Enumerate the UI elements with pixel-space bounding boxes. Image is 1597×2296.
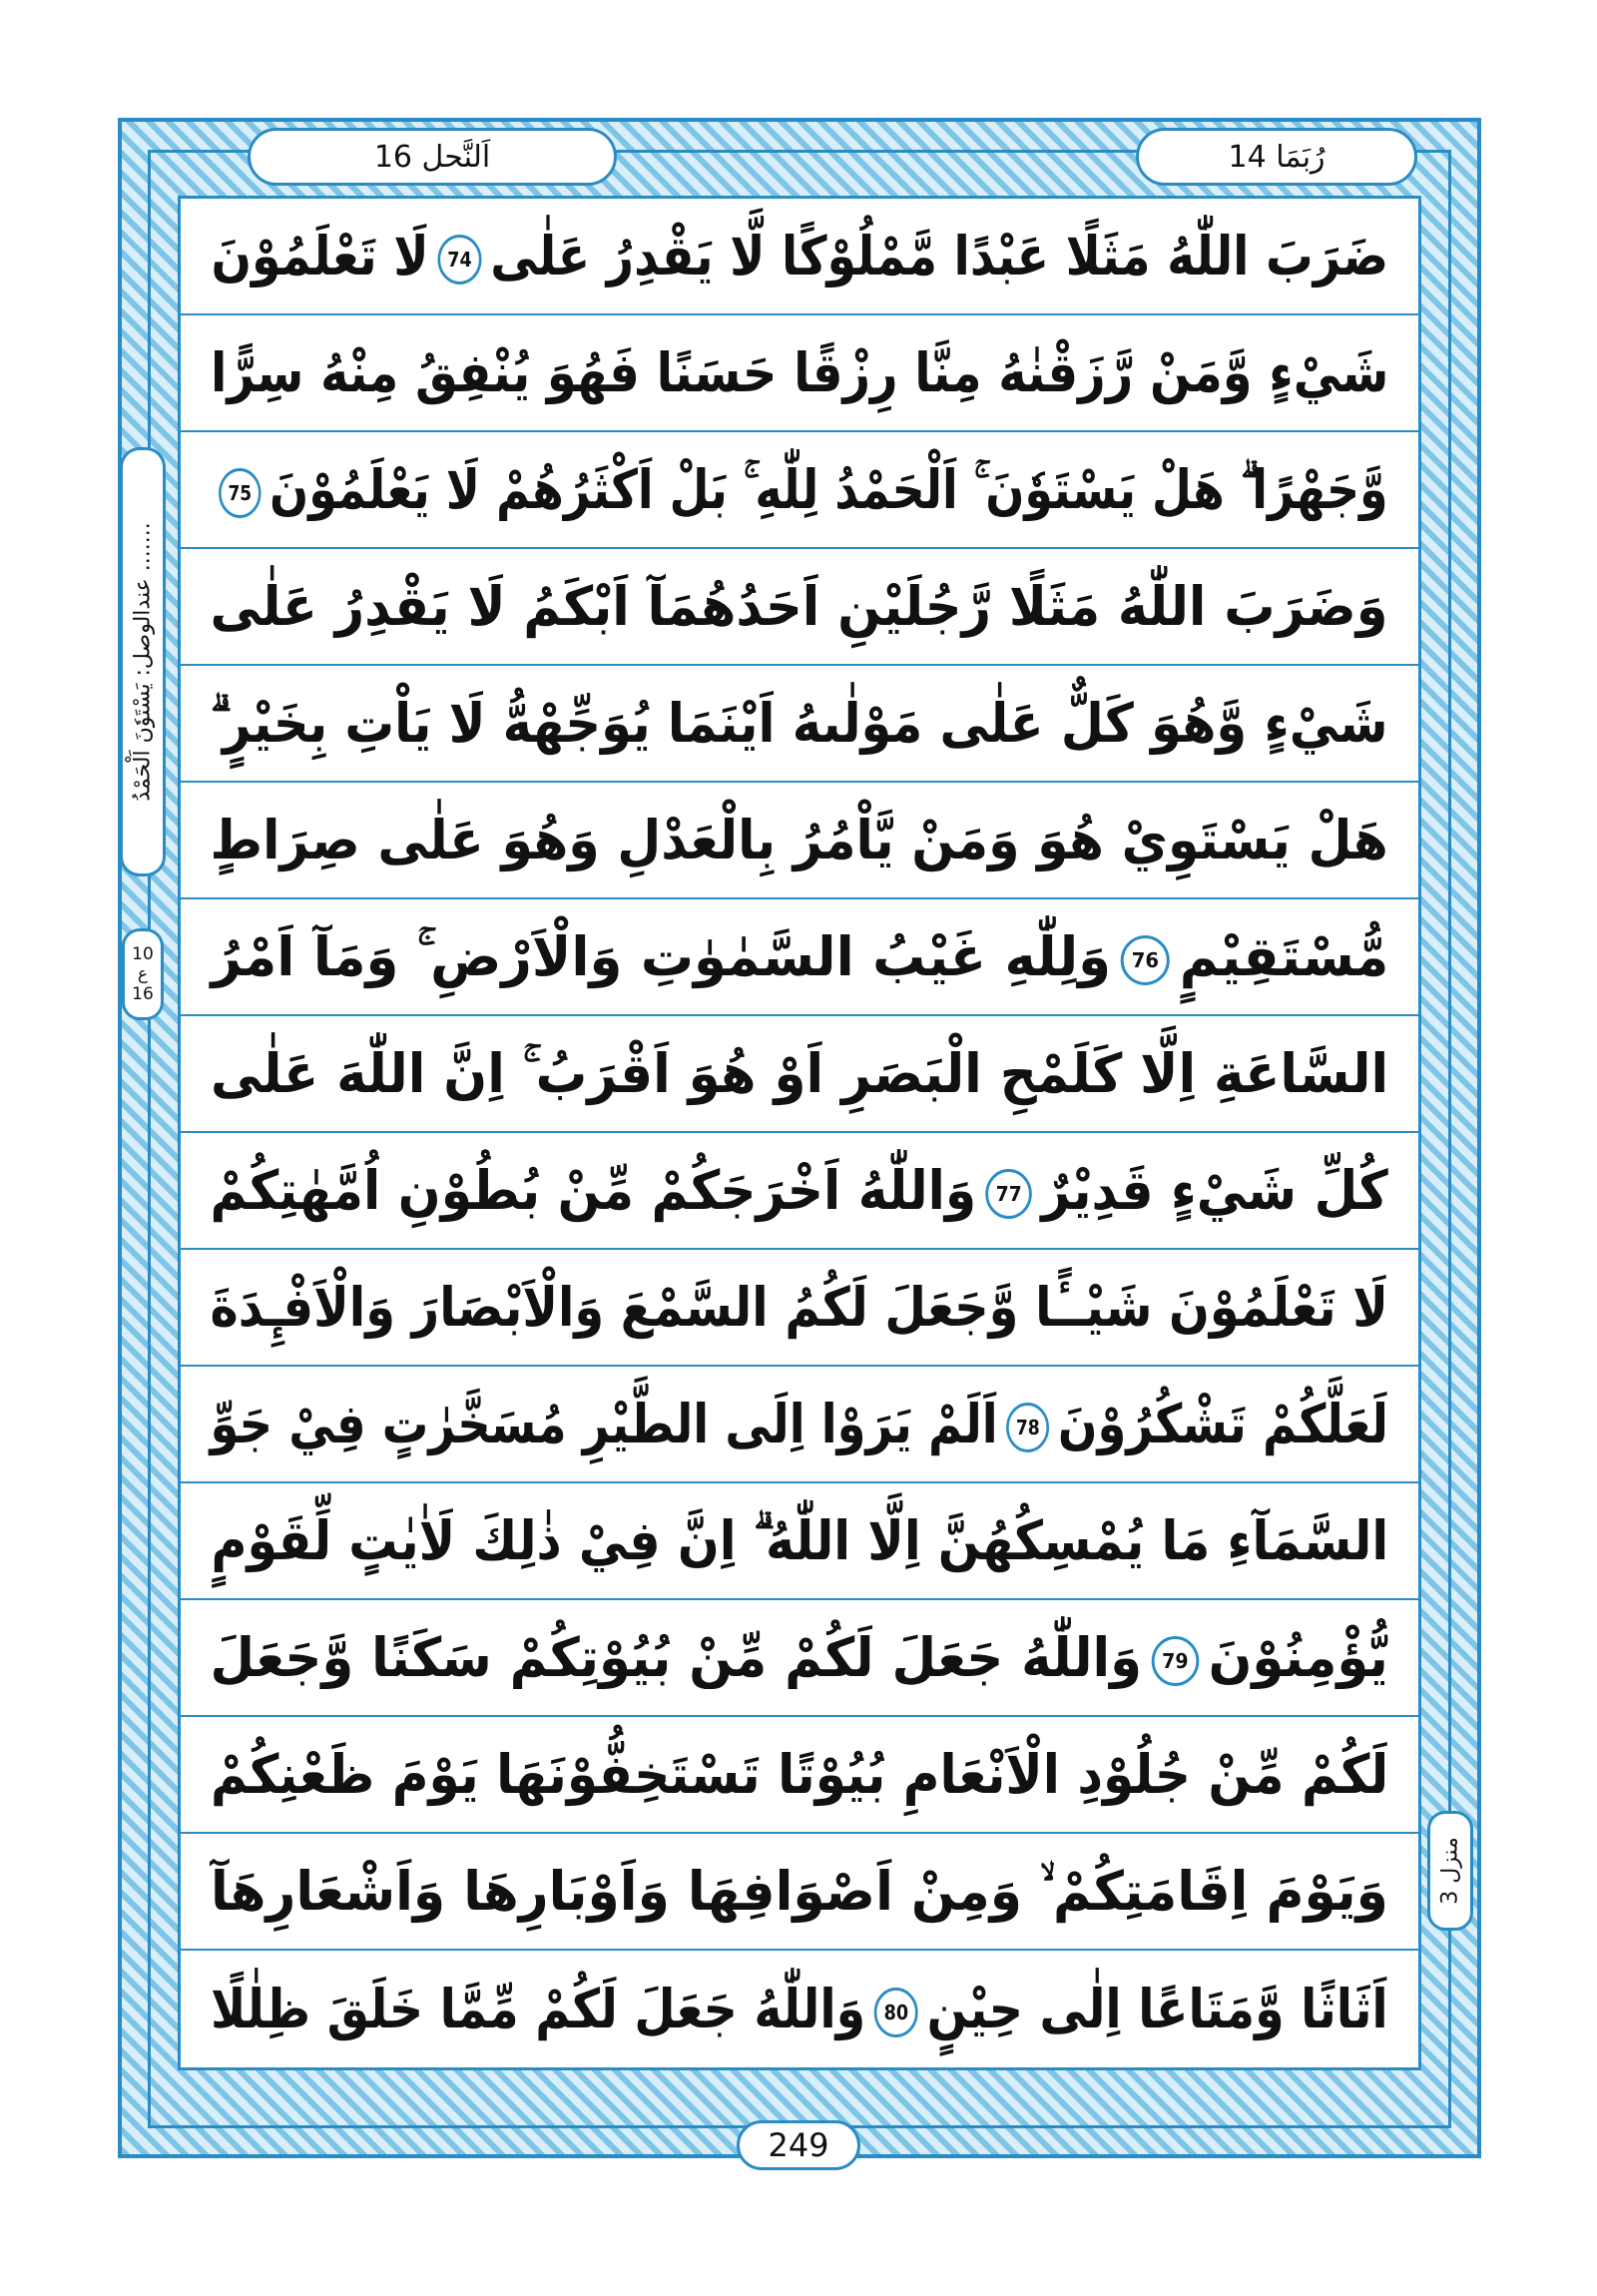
text-line xyxy=(181,1016,1418,1133)
manzil-text: منزل 3 xyxy=(1437,1837,1463,1905)
ayah-number-marker: 76 xyxy=(1120,935,1169,985)
line-content xyxy=(211,458,1388,522)
text-line xyxy=(181,199,1418,315)
ayah-number-marker: 77 xyxy=(986,1169,1033,1219)
page-number-text: 249 xyxy=(768,2126,829,2164)
line-content xyxy=(211,1042,1388,1106)
text-line xyxy=(181,1250,1418,1367)
waqf-margin-note xyxy=(120,447,166,876)
surah-name: اَلنَّحل 16 xyxy=(373,139,491,175)
text-line xyxy=(181,666,1418,783)
verse-text: شَيْءٍ وَّمَنْ رَّزَقْنٰهُ مِنَّا رِزْقًا حَسَنًا فَهُوَ يُنْفِقُ مِنْهُ سِرًّا xyxy=(210,341,1389,404)
ayah-number-marker: 79 xyxy=(1152,1636,1200,1686)
line-content xyxy=(211,1743,1388,1806)
line-content xyxy=(211,809,1388,871)
verse-text: ضَرَبَ اللّٰهُ مَثَلًا عَبْدًا مَّمْلُوْكًا لَّا يَقْدِرُ عَلٰى xyxy=(489,225,1388,287)
text-line xyxy=(181,315,1418,432)
text-line xyxy=(181,1483,1418,1600)
line-content xyxy=(211,1276,1388,1339)
line-content xyxy=(211,692,1388,756)
verse-text: وَضَرَبَ اللّٰهُ مَثَلًا رَّجُلَيْنِ اَحَدُهُمَآ اَبْكَمُ لَا يَقْدِرُ عَلٰى xyxy=(210,575,1388,638)
line-content xyxy=(211,225,1388,287)
ayah-number-marker: 74 xyxy=(437,235,481,285)
line-content xyxy=(211,1978,1388,2040)
juz-name: رُبَمَا 14 xyxy=(1228,139,1326,175)
text-line xyxy=(181,1600,1418,1717)
verse-text: اَثَاثًا وَّمَتَاعًا اِلٰى حِيْنٍ xyxy=(926,1978,1388,2040)
text-line xyxy=(181,1717,1418,1834)
line-content xyxy=(211,1509,1388,1573)
verse-text: مُّسْتَقِيْمٍ xyxy=(1179,924,1388,988)
verse-text: السَّاعَةِ اِلَّا كَلَمْحِ الْبَصَرِ اَوْ هُوَ اَقْرَبُ ۚ اِنَّ اللّٰهَ عَلٰى xyxy=(210,1041,1389,1105)
waqf-note-text: عندالوصل: یَسْتَوٗنَ اَلْحَمْدُ ....... xyxy=(130,522,156,802)
ayah-number-marker: 78 xyxy=(1007,1403,1050,1452)
verse-text: كُلِّ شَيْءٍ قَدِيْرٌ xyxy=(1041,1159,1389,1222)
text-line xyxy=(181,549,1418,666)
verse-text: شَيْءٍ وَّهُوَ كَلٌّ عَلٰى مَوْلٰىهُ اَيْنَمَا يُوَجِّهْهُّ لَا يَاْتِ بِخَيْرٍ ۗ xyxy=(210,691,1389,755)
line-content xyxy=(211,1159,1388,1222)
text-line xyxy=(181,1834,1418,1951)
verse-text: هَلْ يَسْتَوِيْ هُوَ وَمَنْ يَّاْمُرُ بِالْعَدْلِ وَهُوَ عَلٰى صِرَاطٍ xyxy=(210,809,1389,871)
text-line xyxy=(181,432,1418,549)
line-content xyxy=(211,341,1388,404)
text-line xyxy=(181,1133,1418,1250)
verse-text: وَاللّٰهُ جَعَلَ لَكُمْ مِّنْ بُيُوْتِكُمْ سَكَنًا وَّجَعَلَ xyxy=(210,1626,1143,1689)
juz-name-header xyxy=(1136,128,1417,186)
text-line xyxy=(181,1951,1418,2067)
verse-text: وَاللّٰهُ جَعَلَ لَكُمْ مِّمَّا خَلَقَ ظِلٰلًا xyxy=(211,1978,866,2040)
line-content xyxy=(211,925,1388,989)
ruku-marker xyxy=(122,928,164,1020)
line-content xyxy=(211,1626,1388,1689)
verse-text: السَّمَآءِ مَا يُمْسِكُهُنَّ اِلَّا اللّٰهُ ۗ اِنَّ فِيْ ذٰلِكَ لَاٰيٰتٍ لِّقَوْمٍ xyxy=(211,1508,1388,1572)
verse-text: لَا تَعْلَمُوْنَ شَيْــًٔا وَّجَعَلَ لَكُمُ السَّمْعَ وَالْاَبْصَارَ وَالْاَفْـِٕدَةَ xyxy=(210,1276,1389,1339)
verse-text: وَاللّٰهُ اَخْرَجَكُمْ مِّنْ بُطُوْنِ اُمَّهٰتِكُمْ xyxy=(210,1159,977,1222)
ayah-number-marker: 75 xyxy=(219,468,262,518)
verse-text: لَكُمْ مِّنْ جُلُوْدِ الْاَنْعَامِ بُيُوْتًا تَسْتَخِفُّوْنَهَا يَوْمَ ظَعْنِكُمْ xyxy=(210,1743,1389,1806)
text-line xyxy=(181,783,1418,899)
line-content xyxy=(211,575,1388,638)
text-line xyxy=(181,1367,1418,1483)
line-content xyxy=(211,1860,1388,1924)
verse-text: اَلَمْ يَرَوْا اِلَى الطَّيْرِ مُسَخَّرٰتٍ فِيْ جَوِّ xyxy=(210,1393,998,1455)
line-content xyxy=(211,1393,1388,1455)
verse-text: وَيَوْمَ اِقَامَتِكُمْ ۙ وَمِنْ اَصْوَافِهَا وَاَوْبَارِهَا وَاَشْعَارِهَآ xyxy=(211,1859,1388,1923)
verse-text: يُّؤْمِنُوْنَ xyxy=(1208,1626,1389,1689)
manzil-marker xyxy=(1427,1811,1473,1931)
page-number xyxy=(737,2120,860,2170)
text-line xyxy=(181,899,1418,1016)
ruku-surah-number: 16 xyxy=(132,984,154,1004)
ayah-number-marker: 80 xyxy=(874,1988,918,2037)
verse-text: لَعَلَّكُمْ تَشْكُرُوْنَ xyxy=(1058,1393,1389,1455)
verse-text: وَّجَهْرًا ۗ هَلْ يَسْتَوٗنَ ۚ اَلْحَمْدُ لِلّٰهِ ۚ بَلْ اَكْثَرُهُمْ لَا يَعْلَمُوْنَ xyxy=(269,457,1389,521)
ruku-symbol: ع xyxy=(137,964,149,984)
surah-name-header xyxy=(248,128,617,186)
verse-text: وَلِلّٰهِ غَيْبُ السَّمٰوٰتِ وَالْاَرْضِ ۚ وَمَآ اَمْرُ xyxy=(211,924,1111,988)
ruku-number: 10 xyxy=(132,944,154,964)
text-page xyxy=(178,196,1421,2070)
verse-text: لَا تَعْلَمُوْنَ xyxy=(211,225,429,287)
